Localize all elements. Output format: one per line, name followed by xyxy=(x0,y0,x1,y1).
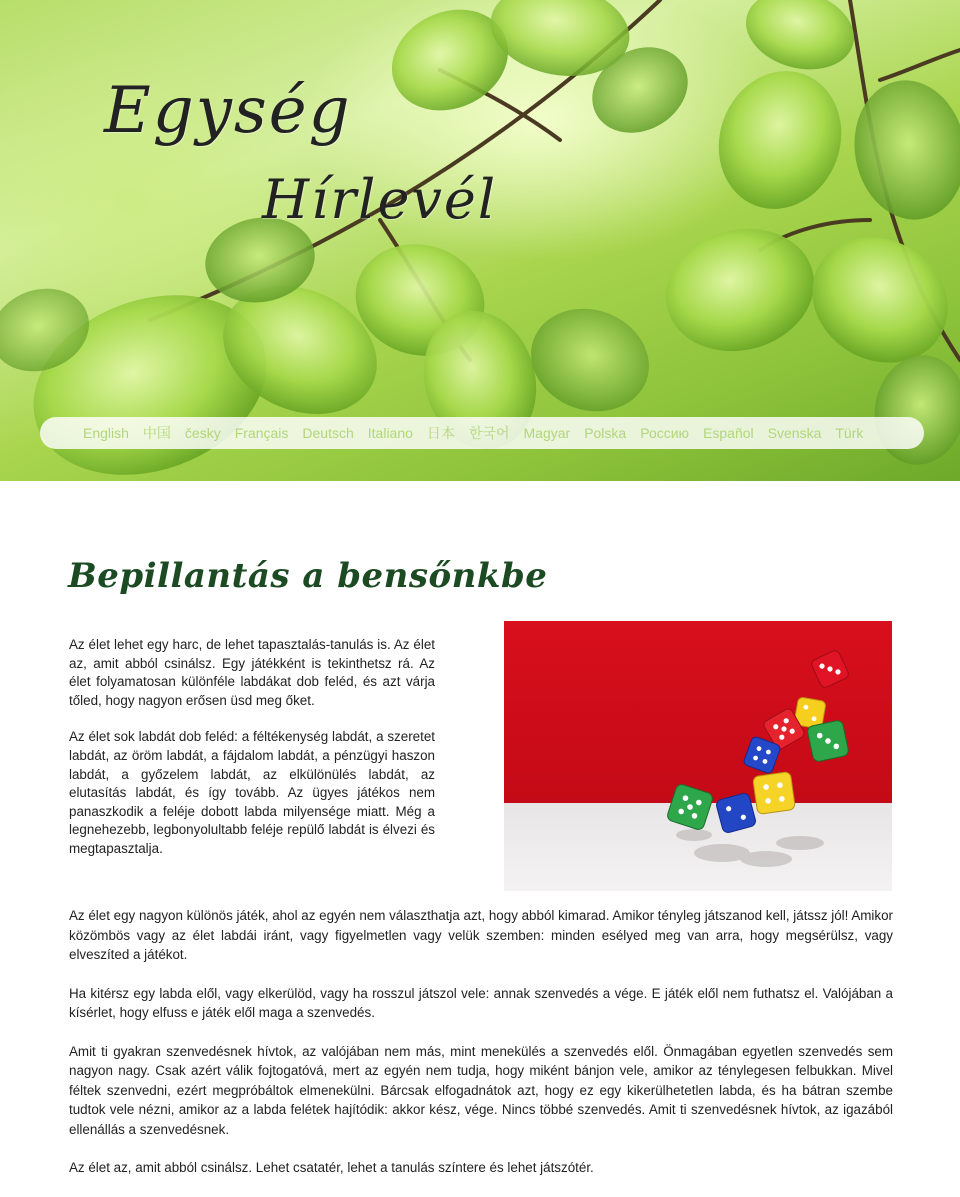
body-paragraph-1: Az élet egy nagyon különös játék, ahol az egyén nem választhatja azt, hogy abból kimarad. Amikor tényleg játszanod kell, játssz jól! Amikor közömbös vagy az élet labdái iránt, vagy figyelmetlen vagy velük szemben: minden esélyed meg van arra, hogy megsérülsz, vagy elveszíted a játékot. xyxy=(69,908,893,962)
falling-dice-photo xyxy=(504,621,892,891)
leaves-background-image xyxy=(0,0,960,481)
site-title-line-2: Hírlevél xyxy=(262,168,498,231)
body-paragraph-4: Az élet az, amit abból csinálsz. Lehet csatatér, lehet a tanulás színtere és lehet játszótér. xyxy=(69,1160,594,1175)
header-banner xyxy=(0,0,960,481)
lang-link-swedish[interactable]: Svenska xyxy=(767,425,822,441)
language-bar xyxy=(40,417,924,449)
die-yellow-bottom xyxy=(753,772,796,815)
site-title-line-1: Egység xyxy=(104,74,352,148)
lang-link-spanish[interactable]: Español xyxy=(703,425,754,441)
intro-paragraph-2: Az élet sok labdát dob feléd: a féltékenység labdát, a szeretet labdát, az öröm labdát, a fájdalom labdát, a pénzügyi haszon labdát, a győzelem labdát, az elkülönülés labdát, az elutasítás labdát, és így tovább. Az ügyes játékos nem panaszkodik a feléje dobott labda milyensége miatt. Még a legnehezebb, legbonyolultabb feléje repülő labdát is élvezi és megtapasztalja. xyxy=(69,729,435,856)
article-title: Bepillantás a bensőnkbe xyxy=(68,556,548,596)
lang-link-chinese[interactable]: 中国 xyxy=(142,425,171,441)
lang-link-italian[interactable]: Italiano xyxy=(367,425,413,441)
body-paragraph-2: Ha kitérsz egy labda elől, vagy elkerülöd, vagy ha rosszul játszol vele: annak szenvedés a vége. E játék elől nem futhatsz el. Valójában a kísérlet, hogy elfuss e játék elől maga a szenvedés. xyxy=(69,985,893,1020)
intro-text xyxy=(69,636,435,877)
lang-link-polish[interactable]: Polska xyxy=(584,425,627,441)
lang-link-korean[interactable]: 한국어 xyxy=(468,425,510,441)
lang-link-german[interactable]: Deutsch xyxy=(302,425,354,441)
die-green-right xyxy=(807,720,850,763)
lang-link-japanese[interactable]: 日本 xyxy=(426,425,455,441)
article-body xyxy=(69,906,893,1197)
lang-link-czech[interactable]: česky xyxy=(184,425,221,441)
lang-link-russian[interactable]: Россию xyxy=(640,425,690,441)
lang-link-hungarian[interactable]: Magyar xyxy=(523,425,571,441)
intro-paragraph-1: Az élet lehet egy harc, de lehet tapasztalás-tanulás is. Az élet az, amit abból csinálsz. Egy játékként is tekinthetsz rá. Az élet folyamatosan különféle labdákat dob feléd, és azt várja tőled, hogy nagyon erősen üsd meg őket. xyxy=(69,637,435,708)
dice-illustration xyxy=(504,621,892,891)
lang-link-french[interactable]: Français xyxy=(234,425,289,441)
lang-link-turkish[interactable]: Türk xyxy=(835,425,864,441)
body-paragraph-3: Amit ti gyakran szenvedésnek hívtok, az valójában nem más, mint menekülés a szenvedés elől. Önmagában egyetlen szenvedés sem nagyon nagy. Csak azért válik fojtogatóvá, mert az egyén nem tudja, hogy miként bánjon vele, amikor az ténylegesen felbukkan. Mivel féltek szenvedni, ezért megpróbáltok elmenekülni. Bárcsak elfogadnátok azt, hogy ez egy kikerülhetetlen labda, és ha bátran szembe tudtok vele nézni, amikor az a labda felétek hajítódik: akkor kész, vége. Nincs többé szenvedés. Amit ti szenvedésnek hívtok, az igazából ellenállás a szenvedésnek. xyxy=(69,1043,893,1137)
lang-link-english[interactable]: English xyxy=(83,425,129,441)
